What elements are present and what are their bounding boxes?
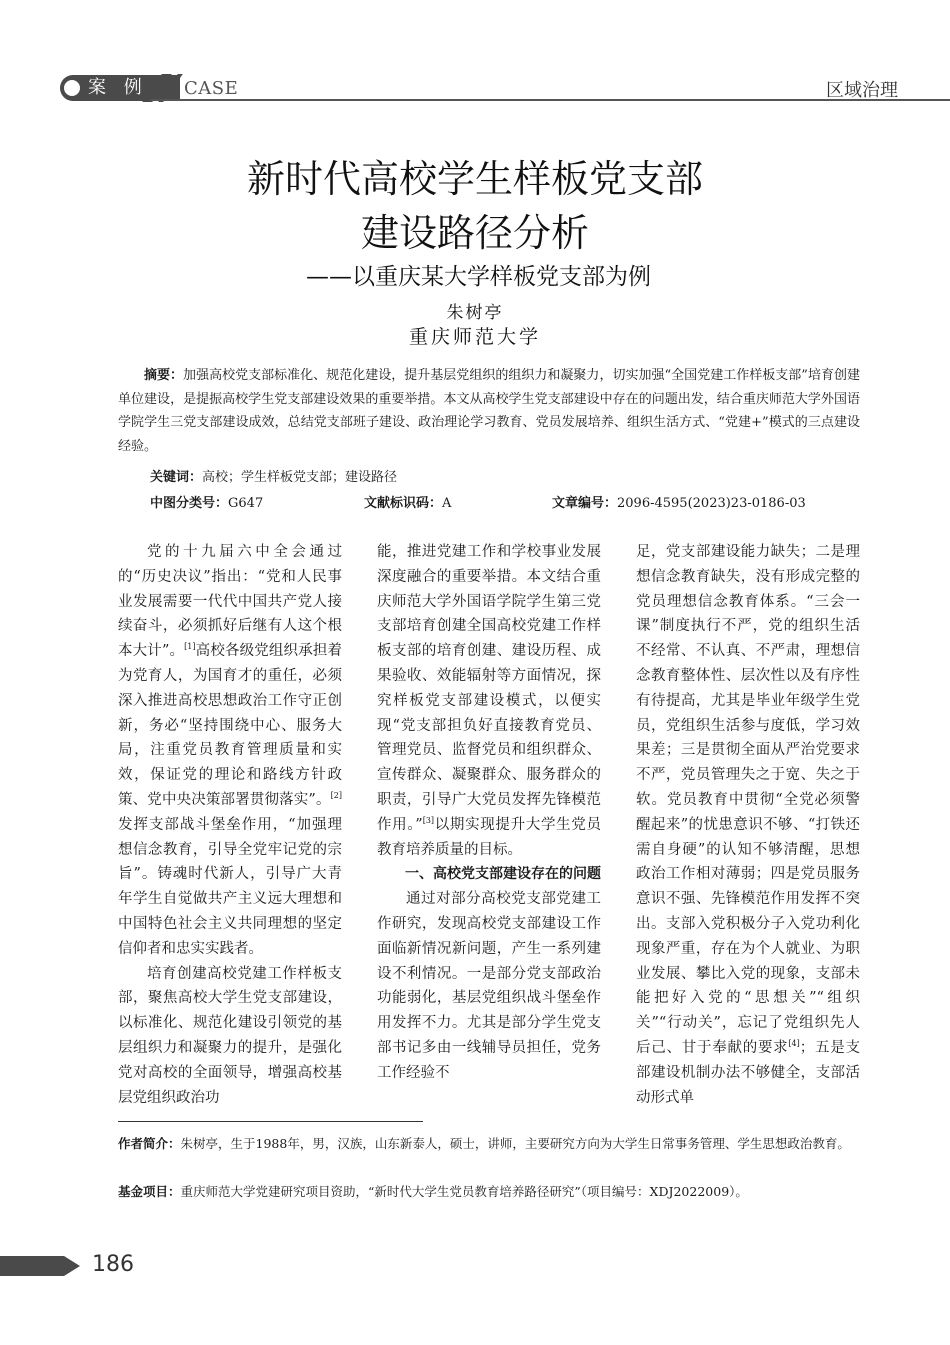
circle-icon — [64, 80, 80, 96]
text-run: 发挥支部战斗堡垒作用，“加强理想信念教育，引导全党牢记党的宗旨”。铸魂时代新人，引导广大青年学生自觉做共产主义远大理想和中国特色社会主义共同理想的坚定信仰者和忠实实践者。 — [118, 816, 342, 957]
funding-label: 基金项目： — [118, 1184, 181, 1199]
author-name: 朱树亭 — [446, 303, 504, 323]
clc-value: G647 — [228, 496, 264, 511]
text-run: 能，推进党建工作和学校事业发展深度融合的重要举措。本文结合重庆师范大学外国语学院学生第三党支部培育创建全国高校党建工作样板支部的培育创建、建设历程、成果验收、效能辐射等方面情况，探究样板党支部建设模式，以便实现“党支部担负好直接教育党员、管理党员、监督党员和组织群众、宣传群众、凝聚群众、服务群众的职责，引导广大党员发挥先锋模范作用。” — [377, 544, 601, 833]
keywords-label: 关键词： — [150, 470, 203, 485]
article-value: 2096-4595(2023)23-0186-03 — [617, 496, 806, 511]
paragraph — [118, 540, 342, 962]
paragraph — [636, 540, 860, 1110]
section-label: 案 例 — [88, 77, 148, 98]
text-run: 高校各级党组织承担着为党育人，为国育才的重任，必须深入推进高校思想政治工作守正创新，务必“坚持围绕中心、服务大局，注重党员教育管理质量和实效，保证党的理论和路线方针政策、党中央决策部署贯彻落实”。 — [118, 643, 343, 808]
text-run: 党的十九届六中全会通过的“历史决议”指出：“党和人民事业发展需要一代代中国共产党人接续奋斗，必须抓好后继有人这个根本大计”。 — [118, 544, 342, 660]
author-bio-text: 朱树亭，生于1988年，男，汉族，山东新泰人，硕士，讲师，主要研究方向为大学生日常事务管理、学生思想政治教育。 — [180, 1136, 850, 1151]
paragraph — [377, 540, 601, 862]
abstract-label: 摘要： — [144, 368, 184, 383]
abstract — [118, 364, 860, 458]
keywords — [150, 466, 397, 485]
text-run: 以期实现提升大学生党员教育培养质量的目标。 — [377, 816, 601, 858]
document-code — [364, 492, 451, 511]
citation-ref: [3] — [422, 815, 435, 825]
section-heading: 一、高校党支部建设存在的问题 — [405, 866, 601, 883]
clc-number — [150, 492, 263, 511]
body-column-2 — [377, 540, 601, 1086]
doc-label: 文献标识码： — [364, 496, 443, 511]
column-name: 区域治理 — [826, 80, 898, 101]
citation-ref: [1] — [184, 642, 196, 652]
page-number-bar — [0, 1256, 64, 1276]
doc-value: A — [442, 496, 452, 511]
clc-label: 中图分类号： — [150, 496, 229, 511]
funding-text: 重庆师范大学党建研究项目资助，“新时代大学生党员教育培养路径研究”（项目编号：XDJ2022009）。 — [180, 1184, 748, 1199]
article-label: 文章编号： — [552, 496, 618, 511]
author-bio-label: 作者简介： — [118, 1136, 181, 1151]
citation-ref: [4] — [788, 1038, 800, 1048]
arrow-icon — [64, 1256, 80, 1276]
paragraph: 通过对部分高校党支部党建工作研究，发现高校党支部建设工作面临新情况新问题，产生一系列建设不利情况。一是部分党支部政治功能弱化，基层党组织战斗堡垒作用发挥不力。尤其是部分学生党支部书记多由一线辅导员担任，党务工作经验不 — [377, 891, 601, 1081]
keywords-text: 高校；学生样板党支部；建设路径 — [202, 470, 398, 485]
article-subtitle: ——以重庆某大学样板党支部为例 — [306, 264, 651, 290]
article-title-line2: 建设路径分析 — [360, 211, 589, 255]
page-number: 186 — [92, 1252, 134, 1277]
body-column-1 — [118, 540, 342, 1110]
paragraph: 培育创建高校党建工作样板支部，聚焦高校大学生党支部建设，以标准化、规范化建设引领党的基层组织力和凝聚力的提升，是强化党对高校的全面领导，增强高校基层党组织政治功 — [118, 965, 342, 1106]
footnote-rule — [118, 1121, 423, 1122]
article-title-line1: 新时代高校学生样板党支部 — [246, 157, 703, 201]
article-number — [552, 492, 806, 511]
author-bio — [118, 1132, 860, 1156]
text-run: 足，党支部建设能力缺失；二是理想信念教育缺失，没有形成完整的党员理想信念教育体系。“三会一课”制度执行不严，党的组织生活不经常、不认真、不严肃，理想信念教育整体性、层次性以及有序性有待提高，尤其是毕业年级学生党员，党组织生活参与度低，学习效果差；三是贯彻全面从严治党要求不严，党员管理失之于宽、失之于软。党员教育中贯彻“全党必须警醒起来”的忧患意识不够、“打铁还需自身硬”的认知不够清醒，思想政治工作相对薄弱；四是党员服务意识不强、先锋模范作用发挥不突出。支部入党积极分子入党功利化现象严重，存在为个人就业、为职业发展、攀比入党的现象，支部未能把好入党的“思想关”“组织关”“行动关”，忘记了党组织先人后己、甘于奉献的要求 — [636, 544, 860, 1056]
citation-ref: [2] — [330, 790, 342, 800]
author-affiliation: 重庆师范大学 — [408, 326, 541, 348]
body-column-3 — [636, 540, 860, 1110]
abstract-text: 加强高校党支部标准化、规范化建设，提升基层党组织的组织力和凝聚力，切实加强“全国党建工作样板支部”培育创建单位建设，是提振高校学生党支部建设效果的重要举措。本文从高校学生党支部建设中存在的问题出发，结合重庆师范大学外国语学院学生三党支部建设成效，总结党支部班子建设、政治理论学习教育、党员发展培养、组织生活方式、“党建+”模式的三点建设经验。 — [118, 368, 860, 454]
section-label-en: CASE — [184, 78, 239, 99]
text-run: ；五是支部建设机制办法不够健全，支部活动形式单 — [636, 1039, 861, 1106]
funding — [118, 1180, 860, 1204]
